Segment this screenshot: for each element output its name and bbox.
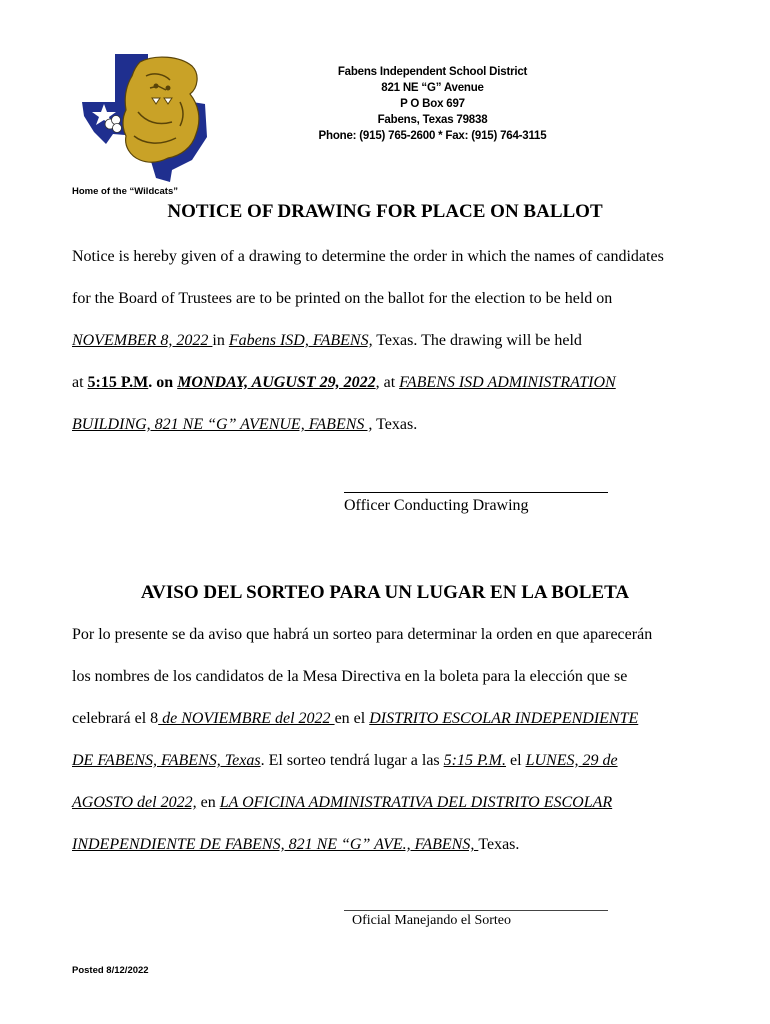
spanish-line-1: Por lo presente se da aviso que habrá un sorteo para determinar la orden en que aparecerán [72, 626, 653, 643]
english-line-5: BUILDING, 821 NE “G” AVENUE, FABENS , Texas. [72, 416, 418, 433]
spanish-line-6: INDEPENDIENTE DE FABENS, 821 NE “G” AVE., FABENS, Texas. [72, 836, 520, 853]
drawing-date: MONDAY, AUGUST 29, 2022 [177, 374, 376, 391]
lugar-sorteo-cont: INDEPENDIENTE DE FABENS, 821 NE “G” AVE., FABENS, [72, 836, 479, 853]
hora-sorteo: 5:15 P.M. [443, 752, 507, 769]
drawing-time: 5:15 P.M [87, 374, 149, 391]
spanish-heading: AVISO DEL SORTEO PARA UN LUGAR EN LA BOLETA [140, 582, 630, 603]
spanish-signature-label: Oficial Manejando el Sorteo [352, 913, 512, 928]
english-line-2: for the Board of Trustees are to be printed on the ballot for the election to be held on [72, 290, 613, 307]
street-address: 821 NE “G” Avenue [381, 82, 484, 94]
english-heading: NOTICE OF DRAWING FOR PLACE ON BALLOT [167, 201, 603, 222]
spanish-signature-line [344, 910, 608, 911]
fecha-sorteo: LUNES, 29 de [525, 752, 618, 769]
lugar-sorteo: LA OFICINA ADMINISTRATIVA DEL DISTRITO ESCOLAR [219, 794, 613, 811]
election-place: Fabens ISD, FABENS, [228, 332, 373, 349]
fecha-sorteo-cont: AGOSTO del 2022, [72, 794, 197, 811]
spanish-line-4: DE FABENS, FABENS, Texas. El sorteo tendrá lugar a las 5:15 P.M. el LUNES, 29 de [72, 752, 618, 769]
fecha-eleccion: de NOVIEMBRE del 2022 [158, 710, 335, 727]
spanish-line-2: los nombres de los candidatos de la Mesa Directiva en la boleta para la elección que se [72, 668, 628, 685]
lugar-eleccion: DISTRITO ESCOLAR INDEPENDIENTE [369, 710, 639, 727]
english-signature-label: Officer Conducting Drawing [344, 497, 529, 514]
english-line-1: Notice is hereby given of a drawing to determine the order in which the names of candidates [72, 248, 664, 265]
lugar-eleccion-cont: DE FABENS, FABENS, Texas [72, 752, 261, 769]
english-notice-body [72, 248, 742, 458]
english-signature-line [344, 492, 608, 493]
drawing-location: FABENS ISD ADMINISTRATION [399, 374, 616, 391]
city-state-zip: Fabens, Texas 79838 [377, 114, 488, 126]
district-name: Fabens Independent School District [337, 66, 528, 78]
spanish-notice-body [72, 626, 742, 878]
drawing-location-cont: BUILDING, 821 NE “G” AVENUE, FABENS , [72, 416, 373, 433]
tagline: Home of the “Wildcats” [72, 186, 179, 197]
english-line-3: NOVEMBER 8, 2022 in Fabens ISD, FABENS, Texas. The drawing will be held [72, 332, 582, 349]
letterhead [300, 64, 565, 144]
phone-fax: Phone: (915) 765-2600 * Fax: (915) 764-3115 [318, 130, 547, 142]
spanish-line-3: celebrará el 8 de NOVIEMBRE del 2022 en el DISTRITO ESCOLAR INDEPENDIENTE [72, 710, 639, 727]
posted-date: Posted 8/12/2022 [72, 965, 149, 976]
po-box: P O Box 697 [400, 98, 465, 110]
wildcat-texas-logo-icon [80, 52, 215, 182]
english-line-4: at 5:15 P.M. on MONDAY, AUGUST 29, 2022, at FABENS ISD ADMINISTRATION [72, 374, 616, 391]
spanish-line-5: AGOSTO del 2022, en LA OFICINA ADMINISTRATIVA DEL DISTRITO ESCOLAR [72, 794, 613, 811]
election-date: NOVEMBER 8, 2022 [72, 332, 213, 349]
wildcat-figure [123, 57, 199, 162]
